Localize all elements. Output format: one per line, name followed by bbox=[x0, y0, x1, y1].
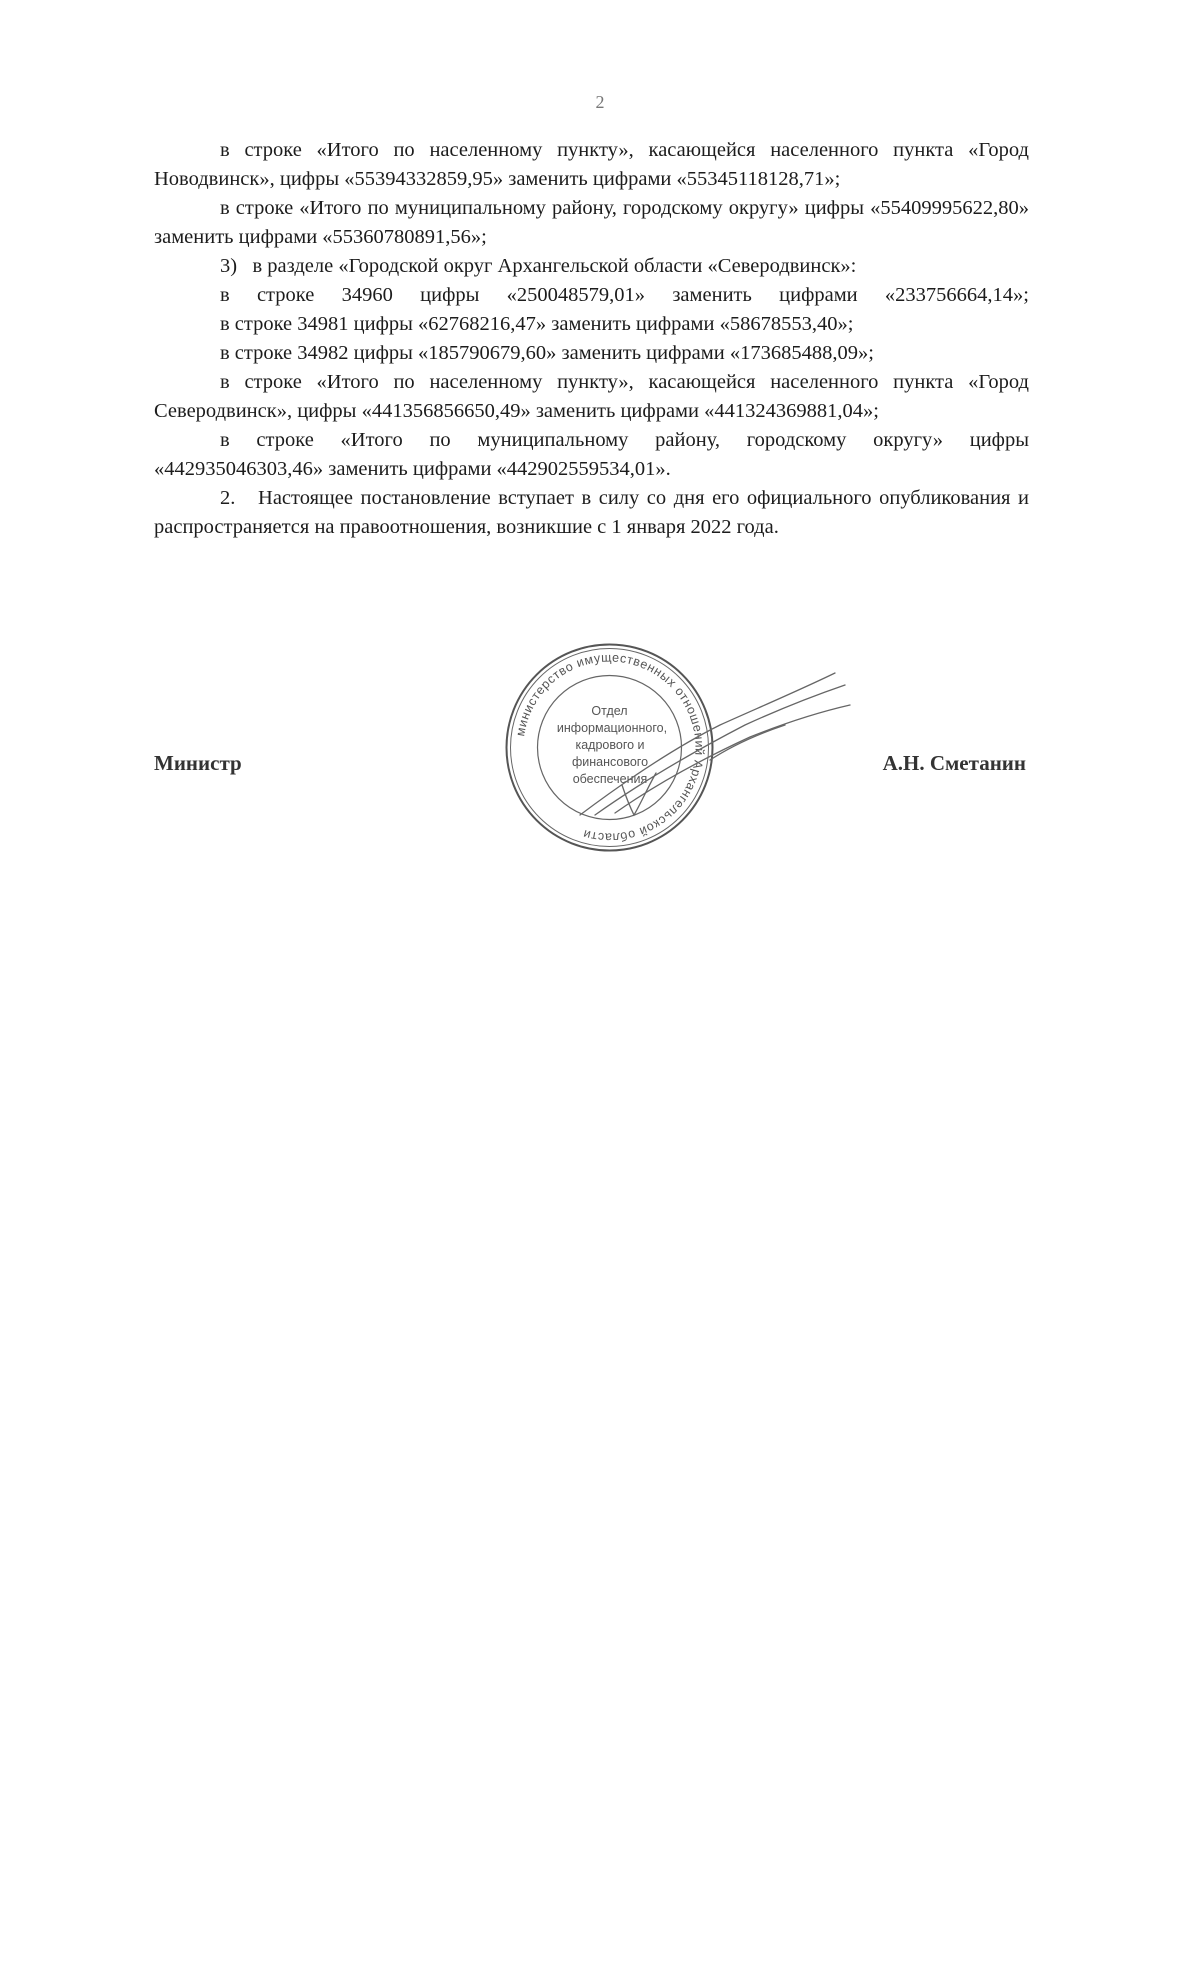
svg-text:обеспечения: обеспечения bbox=[572, 772, 648, 786]
paragraph-district-total-1: в строке «Итого по муниципальному району, городскому округу» цифры «55409995622,80» заменить цифрами «55360780891,56»; bbox=[154, 197, 1029, 248]
paragraph-district-total-2: в строке «Итого по муниципальному району, городскому округу» цифры «442935046303,46» заменить цифрами «442902559534,01». bbox=[154, 429, 1029, 480]
paragraph-effective-date: 2. Настоящее постановление вступает в силу со дня его официального опубликования и распространяется на правоотношения, возникшие с 1 января 2022 года. bbox=[154, 487, 1029, 538]
document-body bbox=[154, 136, 1029, 542]
handwritten-signature-icon bbox=[560, 665, 860, 825]
svg-text:кадрового и: кадрового и bbox=[575, 738, 645, 752]
paragraph-severodvinsk-total: в строке «Итого по населенному пункту», касающейся населенного пункта «Город Северодвинск», цифры «441356856650,49» заменить цифрами «441324369881,04»; bbox=[154, 371, 1029, 422]
svg-text:информационного,: информационного, bbox=[556, 721, 668, 735]
paragraph-row-34982: в строке 34982 цифры «185790679,60» заменить цифрами «173685488,09»; bbox=[220, 342, 874, 364]
paragraph-row-34960: в строке 34960 цифры «250048579,01» заменить цифрами «233756664,14»; bbox=[220, 284, 1029, 306]
paragraph-row-34981: в строке 34981 цифры «62768216,47» заменить цифрами «58678553,40»; bbox=[220, 313, 854, 335]
signatory-name: А.Н. Сметанин bbox=[882, 751, 1026, 775]
svg-text:Отдел: Отдел bbox=[591, 704, 628, 718]
paragraph-novodvinsk-total: в строке «Итого по населенному пункту», касающейся населенного пункта «Город Новодвинск», цифры «55394332859,95» заменить цифрами «55345118128,71»; bbox=[154, 139, 1029, 190]
page-number: 2 bbox=[595, 92, 605, 112]
svg-text:министерство имущественных отн: министерство имущественных отношений Архангельской области bbox=[513, 650, 707, 845]
svg-text:финансового: финансового bbox=[571, 755, 649, 769]
paragraph-section-severodvinsk: 3) в разделе «Городской округ Архангельской области «Северодвинск»: bbox=[220, 255, 857, 277]
signatory-position: Министр bbox=[154, 751, 242, 775]
